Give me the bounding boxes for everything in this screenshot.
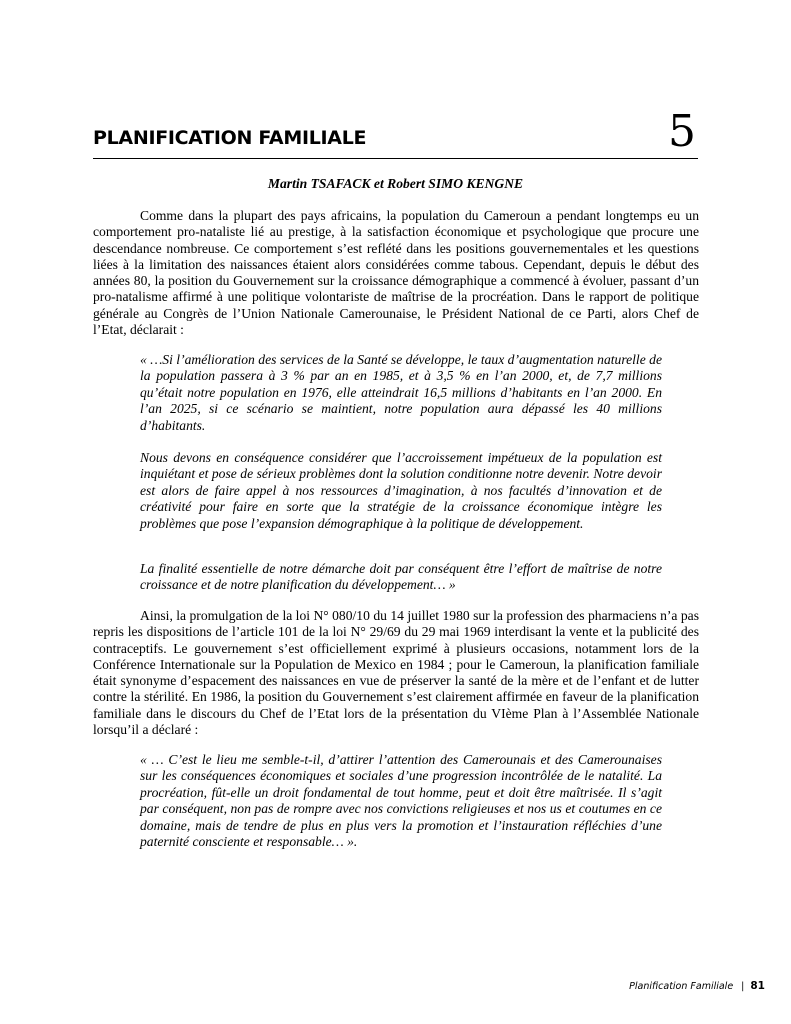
footer-separator: |: [741, 981, 745, 992]
chapter-header: [93, 100, 698, 159]
quote-paragraph-4: « … C’est le lieu me semble-t-il, d’attirer l’attention des Camerounais et des Camerounaises sur les conséquences économiques et sociales d’une progression incontrôlée de le natalité. La procréation, fût-elle un droit fondamental de tout homme, peut et doit être maîtrisée. Il s’agit par conséquent, non pas de rompre avec nos convictions religieuses et nos us et coutumes en ce domaine, mais de tendre de plus en plus vers la promotion et l’instauration réfléchies d’une paternité consciente et responsable… ».: [140, 752, 662, 850]
quote-paragraph-2: Nous devons en conséquence considérer que l’accroissement impétueux de la population est inquiétant et pose de sérieux problèmes dont la solution conditionne notre devenir. Notre devoir est alors de faire appel à nos ressources d’imagination, à nos facultés d’innovation et de créativité pour faire en sorte que la stratégie de la croissance économique intègre les problèmes que pose l’expansion démographique à la politique de développement.: [140, 450, 662, 531]
page-footer: [629, 980, 765, 992]
paragraph-intro: Comme dans la plupart des pays africains, la population du Cameroun a pendant longtemps eu un comportement pro-nataliste lié au prestige, à la satisfaction économique et psychologique que procure une descendance nombreuse. Ce comportement s’est reflété dans les positions gouvernementales et les questions liées à la limitation des naissances étaient alors considérées comme tabous. Cependant, depuis le début des années 80, la position du Gouvernement sur la croissance démographique a commencé à évoluer, passant d’un pro-natalisme affirmé à une politique volontariste de maîtrise de la procréation. Dans le rapport de politique générale au Congrès de l’Union Nationale Camerounaise, le Président National de ce Parti, alors Chef de l’Etat, déclarait :: [93, 208, 699, 338]
quote-paragraph-3: La finalité essentielle de notre démarche doit par conséquent être l’effort de maîtrise de notre croissance et de notre planification du développement… »: [140, 561, 662, 593]
chapter-number: 5: [668, 106, 696, 157]
footer-running-title: Planification Familiale: [629, 981, 734, 992]
page-number: 81: [750, 980, 765, 992]
quote-paragraph-1: « …Si l’amélioration des services de la Santé se développe, le taux d’augmentation naturelle de la population passera à 3 % par an en 1985, et à 3,5 % en l’an 2000, et, de 7,7 millions qu’était notre population en 1976, elle atteindrait 16,5 millions d’habitants en l’an 2000. En l’an 2025, si ce scénario se maintient, notre population aura dépassé les 40 millions d’habitants.: [140, 352, 662, 433]
paragraph-law: Ainsi, la promulgation de la loi N° 080/10 du 14 juillet 1980 sur la profession des pharmaciens n’a pas repris les dispositions de l’article 101 de la loi N° 29/69 du 29 mai 1969 interdisant la vente et la publicité des contraceptifs. Le gouvernement s’est officiellement exprimé à plusieurs occasions, notamment lors de la Conférence Internationale sur la Population de Mexico en 1984 ; pour le Cameroun, la planification familiale était synonyme d’espacement des naissances en vue de préserver la santé de la mère et de l’enfant et de lutter contre la stérilité. En 1986, la position du Gouvernement s’est clairement affirmée en faveur de la planification familiale dans le discours du Chef de l’Etat lors de la présentation du VIème Plan à l’Assemblée Nationale lorsqu’il a déclaré :: [93, 608, 699, 738]
chapter-title: PLANIFICATION FAMILIALE: [93, 127, 367, 149]
authors-line: Martin TSAFACK et Robert SIMO KENGNE: [267, 176, 524, 191]
